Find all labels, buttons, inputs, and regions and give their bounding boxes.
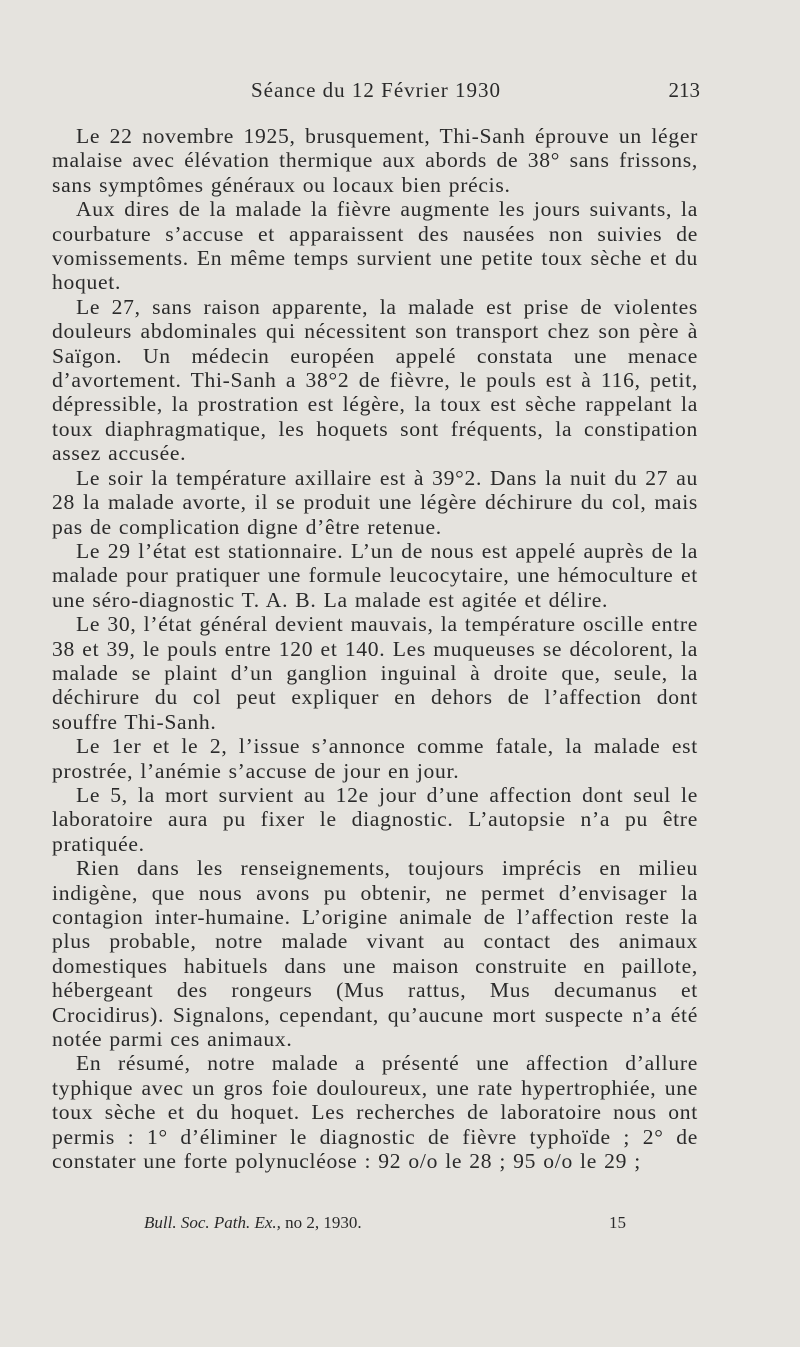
page-number: 213 [668, 78, 700, 102]
paragraph: Rien dans les renseignements, toujours imprécis en milieu indigène, que nous avons pu obtenir, ne permet d’envisager la contagion inter-humaine. L’origine animale de l’affection reste la plus probable, notre malade vivant au contact des animaux domestiques habituels dans une maison construite en paillote, hébergeant des rongeurs (Mus rattus, Mus decumanus et Crocidirus). Signalons, cependant, qu’aucune mort suspecte n’a été notée parmi ces animaux. [52, 856, 698, 1052]
paragraph: Le 1er et le 2, l’issue s’annonce comme fatale, la malade est prostrée, l’anémie s’accuse de jour en jour. [52, 734, 698, 783]
footer-journal-name: Bull. Soc. Path. Ex., [144, 1213, 281, 1232]
paragraph: Le 27, sans raison apparente, la malade est prise de violentes douleurs abdominales qui nécessitent son transport chez son père à Saïgon. Un médecin européen appelé constata une menace d’avortement. Thi-Sanh a 38°2 de fièvre, le pouls est à 116, petit, dépressible, la prostration est légère, la toux est sèche rappelant la toux diaphragmatique, les hoquets sont fréquents, la constipation assez accusée. [52, 294, 698, 466]
footer-issue: no 2, 1930. [285, 1213, 362, 1232]
footer-signature: 15 [609, 1213, 626, 1232]
paragraph: Le 30, l’état général devient mauvais, la température oscille entre 38 et 39, le pouls entre 120 et 140. Les muqueuses se décolorent, la malade se plaint d’un ganglion inguinal à droite que, seule, la déchirure du col peut expliquer en dehors de l’affection dont souffre Thi-Sanh. [52, 612, 698, 734]
paragraph: Le 29 l’état est stationnaire. L’un de nous est appelé auprès de la malade pour pratiquer une formule leucocytaire, une hémoculture et une séro-diagnostic T. A. B. La malade est agitée et délire. [52, 538, 698, 612]
body-text [52, 124, 698, 1173]
footer-journal [144, 1213, 362, 1233]
running-head [52, 78, 700, 118]
paragraph: Le 5, la mort survient au 12e jour d’une affection dont seul le laboratoire aura pu fixer le diagnostic. L’autopsie n’a pu être pratiquée. [52, 782, 698, 856]
paragraph: Le soir la température axillaire est à 39°2. Dans la nuit du 27 au 28 la malade avorte, il se produit une légère déchirure du col, mais pas de complication digne d’être retenue. [52, 465, 698, 539]
paragraph: Le 22 novembre 1925, brusquement, Thi-Sanh éprouve un léger malaise avec élévation thermique aux abords de 38° sans frissons, sans symptômes généraux ou locaux bien précis. [52, 124, 698, 197]
paragraph: Aux dires de la malade la fièvre augmente les jours suivants, la courbature s’accuse et apparaissent des nausées non suivies de vomissements. En même temps survient une petite toux sèche et du hoquet. [52, 197, 698, 295]
page-footer [52, 1213, 698, 1239]
running-title: Séance du 12 Février 1930 [250, 78, 502, 102]
paragraph: En résumé, notre malade a présenté une affection d’allure typhique avec un gros foie douloureux, une rate hypertrophiée, une toux sèche et du hoquet. Les recherches de laboratoire nous ont permis : 1° d’éliminer le diagnostic de fièvre typhoïde ; 2° de constater une forte polynucléose : 92 o/o le 28 ; 95 o/o le 29 ; [52, 1051, 698, 1174]
